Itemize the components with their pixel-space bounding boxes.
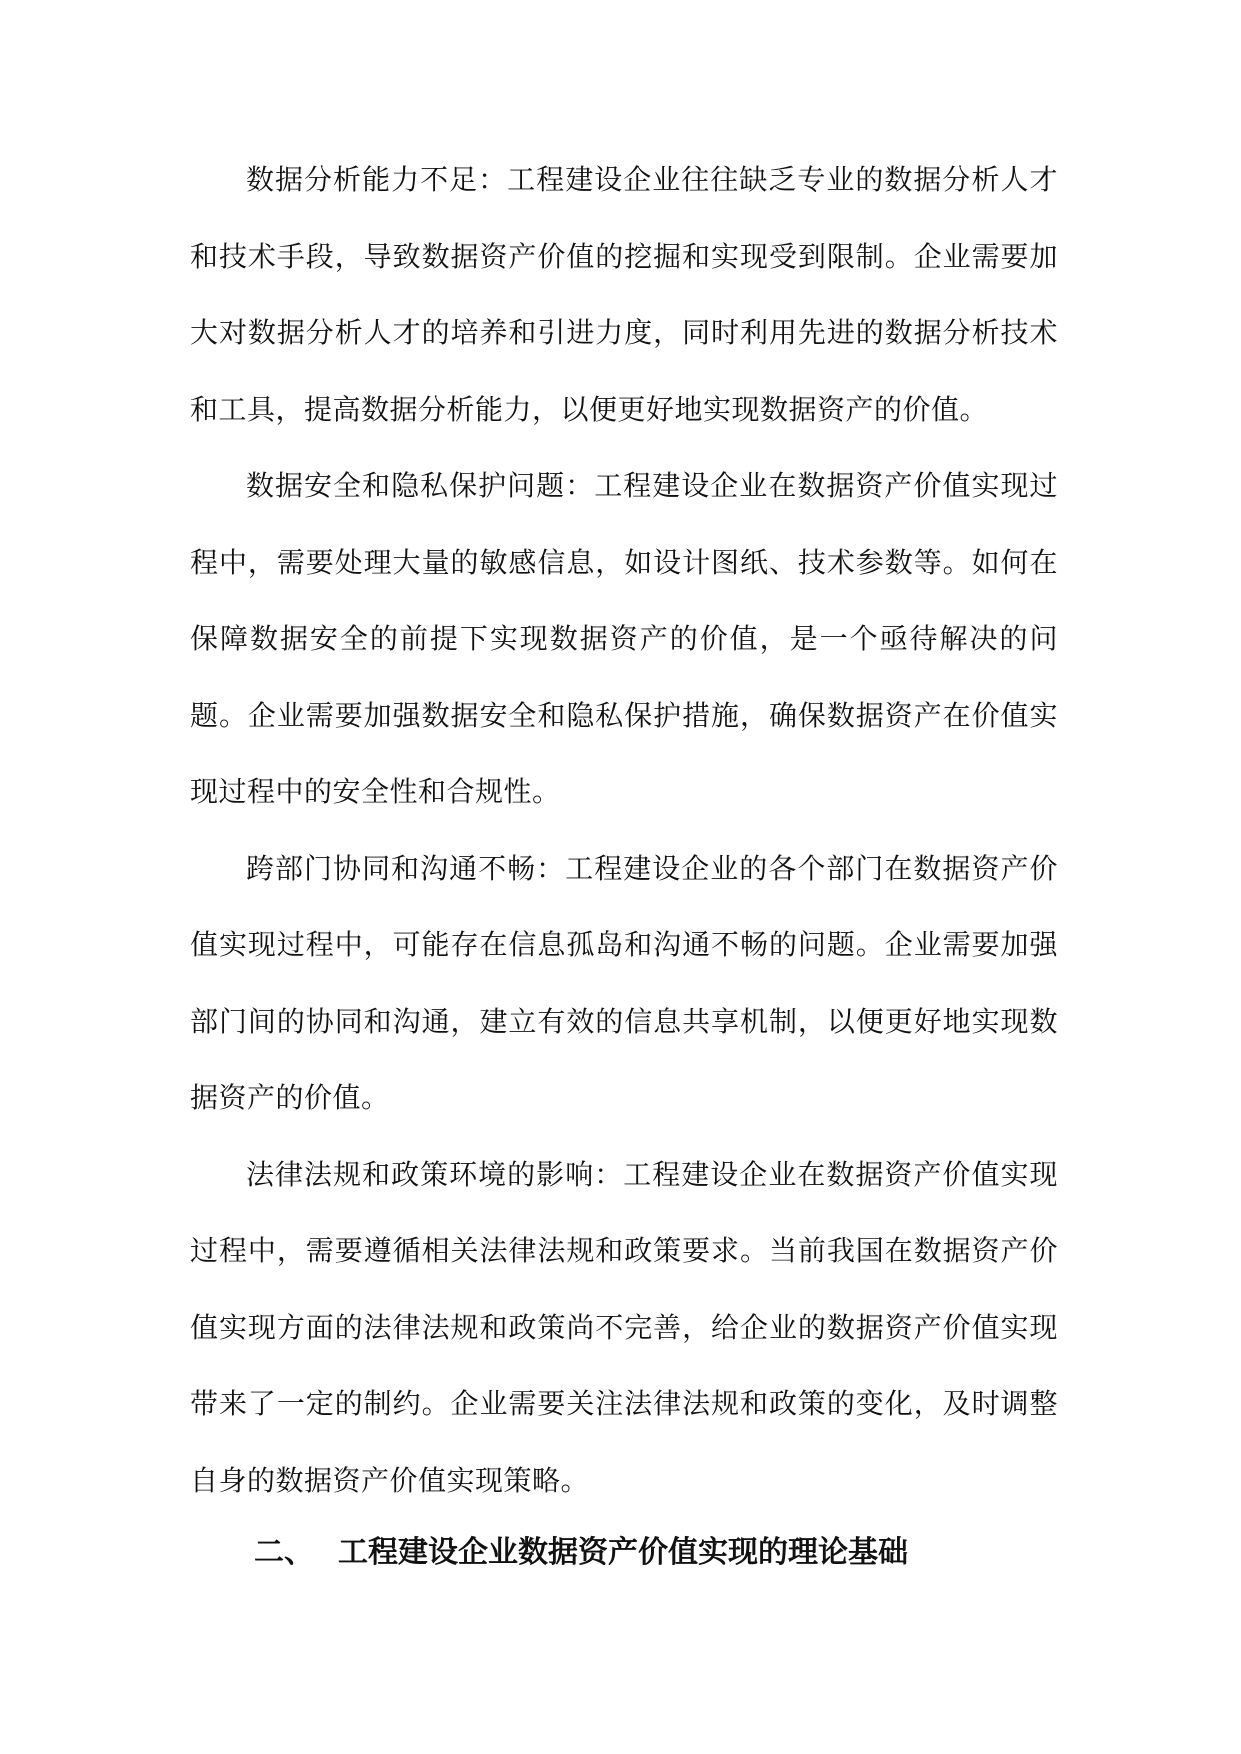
paragraph-data-security: 数据安全和隐私保护问题：工程建设企业在数据资产价值实现过程中，需要处理大量的敏感信息，如设计图纸、技术参数等。如何在保障数据安全的前提下实现数据资产的价值，是一个亟待解决的问题。企业需要加强数据安全和隐私保护措施，确保数据资产在价值实现过程中的安全性和合规性。 <box>190 469 1058 808</box>
section-title: 工程建设企业数据资产价值实现的理论基础 <box>338 1535 908 1570</box>
paragraph-data-analysis: 数据分析能力不足：工程建设企业往往缺乏专业的数据分析人才和技术手段，导致数据资产价值的挖掘和实现受到限制。企业需要加大对数据分析人才的培养和引进力度，同时利用先进的数据分析技术和工具，提高数据分析能力，以便更好地实现数据资产的价值。 <box>190 163 1058 426</box>
paragraph-cross-department: 跨部门协同和沟通不畅：工程建设企业的各个部门在数据资产价值实现过程中，可能存在信息孤岛和沟通不畅的问题。企业需要加强部门间的协同和沟通，建立有效的信息共享机制，以便更好地实现数据资产的价值。 <box>190 851 1058 1114</box>
body-text <box>190 142 1058 1519</box>
section-heading <box>254 1528 1054 1578</box>
section-number: 二、 <box>254 1535 314 1570</box>
paragraph-legal-policy: 法律法规和政策环境的影响：工程建设企业在数据资产价值实现过程中，需要遵循相关法律法规和政策要求。当前我国在数据资产价值实现方面的法律法规和政策尚不完善，给企业的数据资产价值实现带来了一定的制约。企业需要关注法律法规和政策的变化，及时调整自身的数据资产价值实现策略。 <box>190 1157 1058 1497</box>
